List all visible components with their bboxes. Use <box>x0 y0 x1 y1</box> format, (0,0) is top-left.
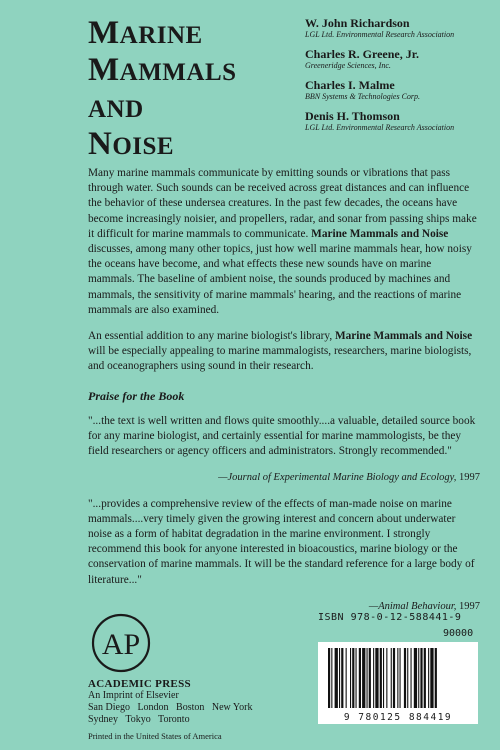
printed-notice: Printed in the United States of America <box>88 731 222 741</box>
barcode-bar <box>404 648 406 708</box>
publisher-imprint: An Imprint of Elsevier <box>88 690 179 701</box>
author-entry <box>305 16 495 40</box>
svg-text:AP: AP <box>101 628 141 661</box>
academic-press-logo-icon <box>90 612 152 674</box>
barcode-bar <box>350 648 351 708</box>
barcode-bar <box>331 648 332 708</box>
author-name: Charles I. Malme <box>305 78 395 92</box>
isbn-block <box>318 612 478 723</box>
author-affiliation: Greeneridge Sciences, Inc. <box>305 61 391 70</box>
barcode-bar <box>383 648 384 708</box>
barcode-bar <box>424 648 426 708</box>
description-paragraph: Many marine mammals communicate by emitting sounds or vibrations that pass through water. Such sounds can be received across great distances and can influence the behavior of these undersea creatures. In the past few decades, the oceans have become increasingly noisier, and propellers, radar, and sonar from passing ships make it difficult for marine mammals to communicate. Marine Mammals and Noise discusses, among many other topics, just how well marine mammals hear, how noisy the oceans have become, and what effects these new sounds have on marine mammals. The baseline of ambient noise, the sounds produced by machines and mammals, the sensitivity of marine mammals' hearing, and the reactions of marine mammals are also examined. <box>88 167 477 316</box>
barcode-bar <box>328 648 330 708</box>
barcode-bar <box>411 648 412 708</box>
barcode-bar <box>428 648 429 708</box>
barcode-bar <box>420 648 422 708</box>
barcode-bar <box>335 648 338 708</box>
price-code: 90000 <box>443 628 474 639</box>
author-entry <box>305 78 495 102</box>
author-name: Charles R. Greene, Jr. <box>305 47 419 61</box>
barcode-bar <box>430 648 433 708</box>
publisher-block <box>88 678 252 742</box>
barcode-bar <box>393 648 395 708</box>
title-line-4: NOISE <box>88 126 175 162</box>
publisher-cities: Sydney Tokyo Toronto <box>88 714 190 725</box>
isbn-label: ISBN 978-0-12-588441-9 <box>318 612 462 623</box>
review-quote: "...provides a comprehensive review of the effects of man-made noise on marine mammals....very timely given the growing interest and concern about underwater noise as a form of habitat degradation in the marine environment. I strongly recommend this book for anyone interested in bioacoustics, marine biology or the conservation of marine mammals. It will be the standard reference for a large body of literature..." <box>88 497 475 586</box>
review-citation: —Animal Behaviour, 1997 <box>368 600 480 612</box>
barcode-bar <box>346 648 347 708</box>
author-name: Denis H. Thomson <box>305 109 400 123</box>
barcode-bar <box>407 648 408 708</box>
barcode-bar <box>435 648 437 708</box>
praise-heading: Praise for the Book <box>88 388 185 403</box>
barcode-bar <box>418 648 419 708</box>
barcode-bar <box>380 648 382 708</box>
review-quote: "...the text is well written and flows quite smoothly....a valuable, detailed source book for any marine biologist, and certainly essential for marine mammologists, be they field researchers or agency officers and administrators. Strongly recommended." <box>88 414 476 458</box>
author-entry <box>305 109 495 133</box>
back-cover-text <box>88 166 480 625</box>
barcode-bar <box>414 648 417 708</box>
barcode-number: 9 780125 884419 <box>343 712 453 723</box>
barcode-bar <box>359 648 361 708</box>
barcode-bar <box>397 648 398 708</box>
title-line-3: AND <box>88 96 144 123</box>
barcode-bar <box>339 648 340 708</box>
book-title <box>88 16 237 164</box>
author-affiliation: LGL Ltd. Environmental Research Association <box>305 123 455 132</box>
barcode-bar <box>356 648 357 708</box>
barcode-bar <box>400 648 401 708</box>
author-entry <box>305 47 495 71</box>
barcode-bar <box>362 648 365 708</box>
barcode-bars-icon <box>318 642 478 712</box>
publisher-cities: San Diego London Boston New York <box>88 702 253 713</box>
barcode-bar <box>391 648 392 708</box>
audience-paragraph: An essential addition to any marine biologist's library, Marine Mammals and Noise will be especially appealing to marine mammalogists, researchers, marine biologists, and oceanographers using sound in their research. <box>88 330 473 373</box>
barcode-bar <box>367 648 368 708</box>
barcode-bar <box>341 648 343 708</box>
review-citation: —Journal of Experimental Marine Biology and Ecology, 1997 <box>218 472 480 484</box>
barcode-bar <box>352 648 354 708</box>
author-affiliation: LGL Ltd. Environmental Research Association <box>305 30 455 39</box>
barcode-bar <box>375 648 378 708</box>
title-line-1: MARINE <box>88 15 203 51</box>
author-list <box>305 16 495 140</box>
barcode-bar <box>373 648 374 708</box>
barcode-bar <box>386 648 387 708</box>
title-line-2: MAMMALS <box>88 52 237 88</box>
author-affiliation: BBN Systems & Technologies Corp. <box>305 92 421 101</box>
author-name: W. John Richardson <box>305 16 410 30</box>
publisher-name: ACADEMIC PRESS <box>88 678 191 690</box>
barcode-bar <box>369 648 371 708</box>
